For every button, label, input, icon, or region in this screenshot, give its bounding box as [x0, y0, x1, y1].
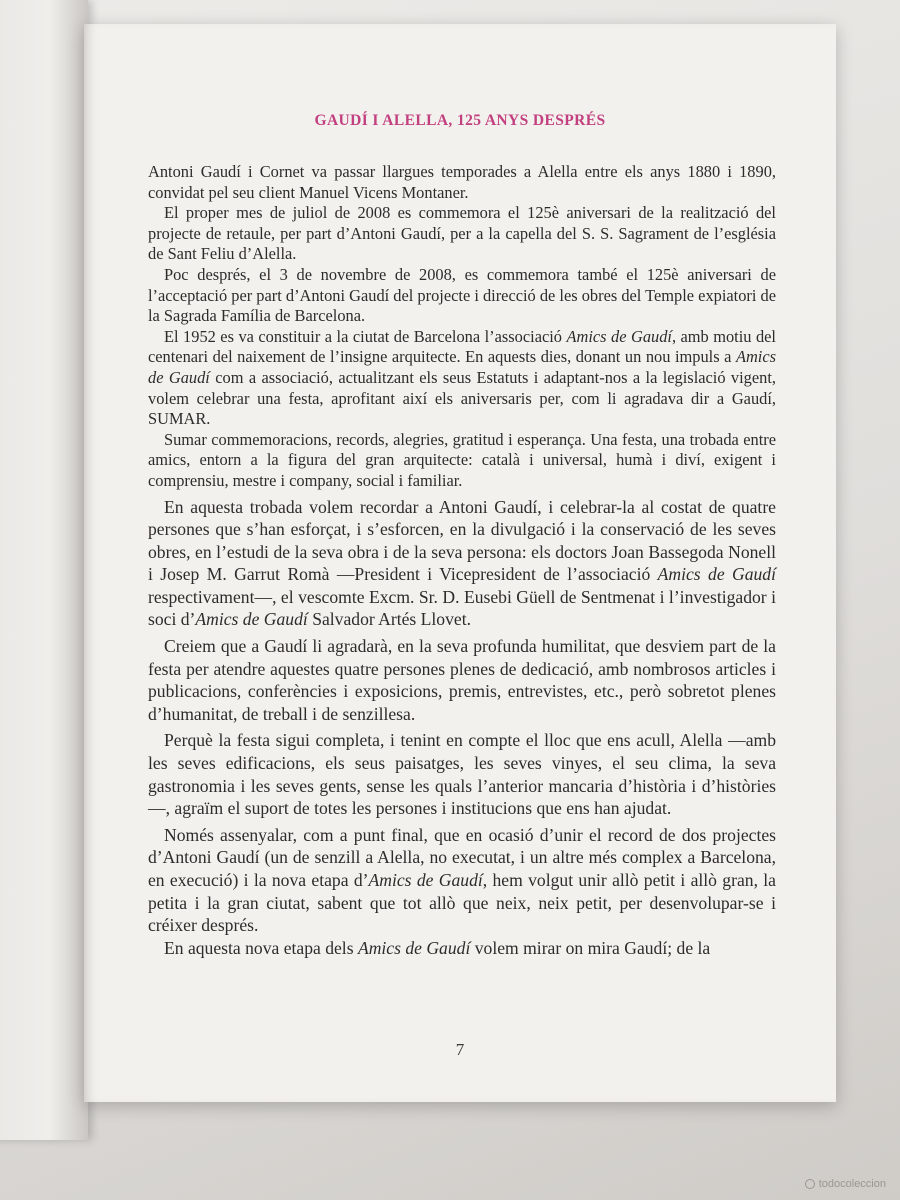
book-page	[84, 24, 836, 1102]
paragraph-7: Creiem que a Gaudí li agradarà, en la seva profunda humilitat, que desviem part de la festa per atendre aquestes quatre persones plenes de dedicació, amb nombrosos articles i publicacions, conferències i exposicions, premis, entrevistes, etc., però sobretot plenes d’humanitat, de treball i de senzillesa.	[148, 636, 776, 724]
watermark	[805, 1178, 886, 1190]
body-text	[148, 162, 776, 959]
page-title: GAUDÍ I ALELLA, 125 ANYS DESPRÉS	[314, 112, 606, 129]
paragraph-3: Poc després, el 3 de novembre de 2008, es commemora també el 125è aniversari de l’acceptació per part d’Antoni Gaudí del projecte i direcció de les obres del Temple expiatori de la Sagrada Família de Barcelona.	[148, 264, 776, 326]
paragraph-4: El 1952 es va constituir a la ciutat de Barcelona l’associació Amics de Gaudí, amb motiu del centenari del naixement de l’insigne arquitecte. En aquests dies, donant un nou impuls a Amics de Gaudí com a associació, actualitzant els seus Estatuts i adaptant-nos a la legislació vigent, volem celebrar una festa, aprofitant així els aniversaris per, com li agradava dir a Gaudí, SUMAR.	[148, 326, 776, 429]
paragraph-6: En aquesta trobada volem recordar a Antoni Gaudí, i celebrar-la al costat de quatre persones que s’han esforçat, i s’esforcen, en la divulgació i la conservació de les seves obres, en l’estudi de la seva obra i de la seva persona: els doctors Joan Bassegoda Nonell i Josep M. Garrut Romà —President i Vicepresident de l’associació Amics de Gaudí respectivament—, el vescomte Excm. Sr. D. Eusebi Güell de Sentmenat i l’investigador i soci d’Amics de Gaudí Salvador Artés Llovet.	[148, 496, 776, 630]
paragraph-1: Antoni Gaudí i Cornet va passar llargues temporades a Alella entre els anys 1880 i 1890, convidat pel seu client Manuel Vicens Montaner.	[148, 162, 776, 202]
paragraph-9: Només assenyalar, com a punt final, que en ocasió d’unir el record de dos projectes d’Antoni Gaudí (un de senzill a Alella, no executat, i un altre més complex a Barcelona, en execució) i la nova etapa d’Amics de Gaudí, hem volgut unir allò petit i allò gran, la petita i la gran ciutat, sabent que tot allò que neix, neix petit, per desenvolupar-se i créixer després.	[148, 824, 776, 936]
paragraph-5: Sumar commemoracions, records, alegries, gratitud i esperança. Una festa, una trobada entre amics, entorn a la figura del gran arquitecte: català i universal, humà i diví, exigent i comprensiu, mestre i company, social i familiar.	[148, 429, 776, 490]
facing-page-edge	[0, 0, 88, 1140]
circle-logo-icon	[805, 1179, 815, 1189]
paragraph-10: En aquesta nova etapa dels Amics de Gaudí volem mirar on mira Gaudí; de la	[164, 937, 711, 958]
watermark-text: todocoleccion	[818, 1178, 886, 1190]
paragraph-2: El proper mes de juliol de 2008 es commemora el 125è aniversari de la realització del projecte de retaule, per part d’Antoni Gaudí, per a la capella del S. S. Sagrament de l’església de Sant Feliu d’Alella.	[148, 203, 776, 264]
page-number: 7	[455, 1040, 465, 1059]
paragraph-8: Perquè la festa sigui completa, i tenint en compte el lloc que ens acull, Alella —amb les seves edificacions, els seus paisatges, les seves vinyes, el seu clima, la seva gastronomia i les seves gents, sense les quals l’anterior mancaria d’història i d’històries—, agraïm el suport de totes les persones i institucions que ens han ajudat.	[148, 730, 776, 819]
